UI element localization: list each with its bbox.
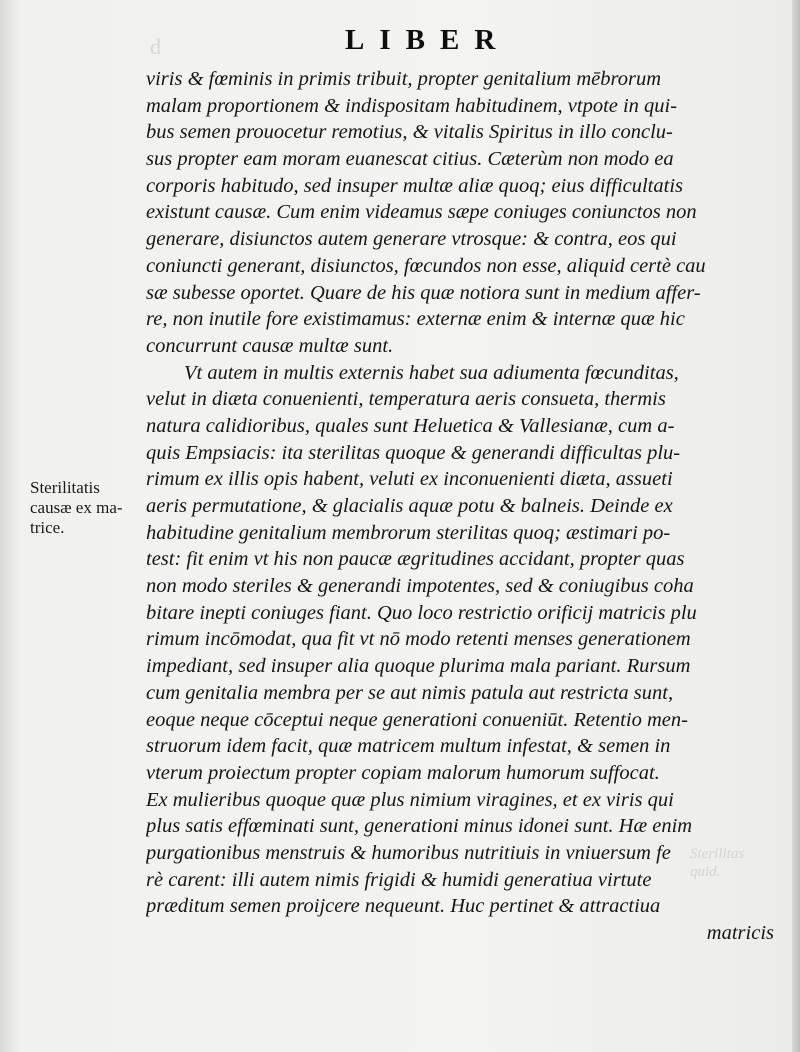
marginal-note-line: Sterilitatis [30, 478, 100, 497]
text-line: vterum proiectum propter copiam malorum humorum suffocat. [146, 761, 660, 784]
text-line: existunt causæ. Cum enim videamus sæpe coniuges coniunctos non [146, 201, 697, 224]
main-text [146, 66, 776, 947]
text-line: bus semen prouocetur remotius, & vitalis Spiritus in illo conclu- [146, 121, 673, 144]
text-line: struorum idem facit, quæ matricem multum infestat, & semen in [146, 735, 671, 758]
text-line: sæ subesse oportet. Quare de his quæ notiora sunt in medium affer- [146, 281, 701, 304]
text-line: re, non inutile fore existimamus: externæ enim & internæ quæ hic [146, 308, 685, 331]
text-line: viris & fœminis in primis tribuit, propter genitalium mēbrorum [146, 68, 661, 90]
bleed-through-mark: d [150, 34, 161, 59]
page-edge [792, 0, 800, 1052]
text-line: corporis habitudo, sed insuper multæ aliæ quoq; eius difficultatis [146, 174, 683, 197]
text-line: bitare inepti coniuges fiant. Quo loco restrictio orificij matricis plu [146, 601, 697, 624]
text-line: generare, disiunctos autem generare vtrosque: & contra, eos qui [146, 228, 677, 251]
text-line: præditum semen proijcere nequeunt. Huc pertinet & attractiua [146, 895, 661, 918]
text-line: velut in diæta conuenienti, temperatura aeris consueta, thermis [146, 388, 666, 411]
text-line: concurrunt causæ multæ sunt. [146, 334, 394, 357]
text-line: Ex mulieribus quoque quæ plus nimium viragines, et ex viris qui [146, 788, 674, 811]
text-line: habitudine genitalium membrorum sterilitas quoq; æstimari po- [146, 521, 671, 544]
text-line: non modo steriles & generandi impotentes, sed & coniugibus coha [146, 575, 694, 598]
marginal-note-line: causæ ex ma- [30, 498, 123, 517]
text-line: test: fit enim vt his non paucæ ægritudines accidant, propter quas [146, 548, 685, 571]
marginal-note [30, 478, 148, 538]
paragraph-start-line: Vt autem in multis externis habet sua adiumenta fœcunditas, [184, 361, 679, 384]
text-line: sus propter eam moram euanescat citius. Cæterùm non modo ea [146, 148, 674, 171]
text-line: malam proportionem & indispositam habitudinem, vtpote in qui- [146, 94, 678, 117]
running-head: LIBER [345, 24, 511, 56]
text-line: cum genitalia membra per se aut nimis patula aut restricta sunt, [146, 681, 674, 704]
text-line: rè carent: illi autem nimis frigidi & humidi generatiua virtute [146, 868, 652, 891]
marginal-note-line: trice. [30, 518, 65, 537]
text-line: aeris permutatione, & glacialis aquæ potu & balneis. Deinde ex [146, 495, 673, 517]
text-line: coniuncti generant, disiunctos, fœcundos non esse, aliquid certè cau [146, 254, 706, 277]
text-line: purgationibus menstruis & humoribus nutritiuis in vniuersum fe [146, 841, 671, 864]
catchword: matricis [706, 922, 774, 944]
bleed-through-mark: Sterilitas quid. [690, 846, 745, 880]
text-line: quis Empsiacis: ita sterilitas quoque & generandi difficultas plu- [146, 441, 681, 464]
text-line: eoque neque cōceptui neque generationi conueniūt. Retentio men- [146, 708, 688, 731]
text-line: impediant, sed insuper alia quoque plurima mala pariant. Rursum [146, 655, 691, 678]
text-line: plus satis effœminati sunt, generationi minus idonei sunt. Hæ enim [146, 815, 693, 838]
text-line: rimum ex illis opis habent, veluti ex inconuenienti diæta, assueti [146, 468, 673, 491]
text-line: natura calidioribus, quales sunt Heluetica & Vallesianæ, cum a- [146, 414, 675, 437]
text-line: rimum incōmodat, qua fit vt nō modo retenti menses generationem [146, 628, 691, 651]
